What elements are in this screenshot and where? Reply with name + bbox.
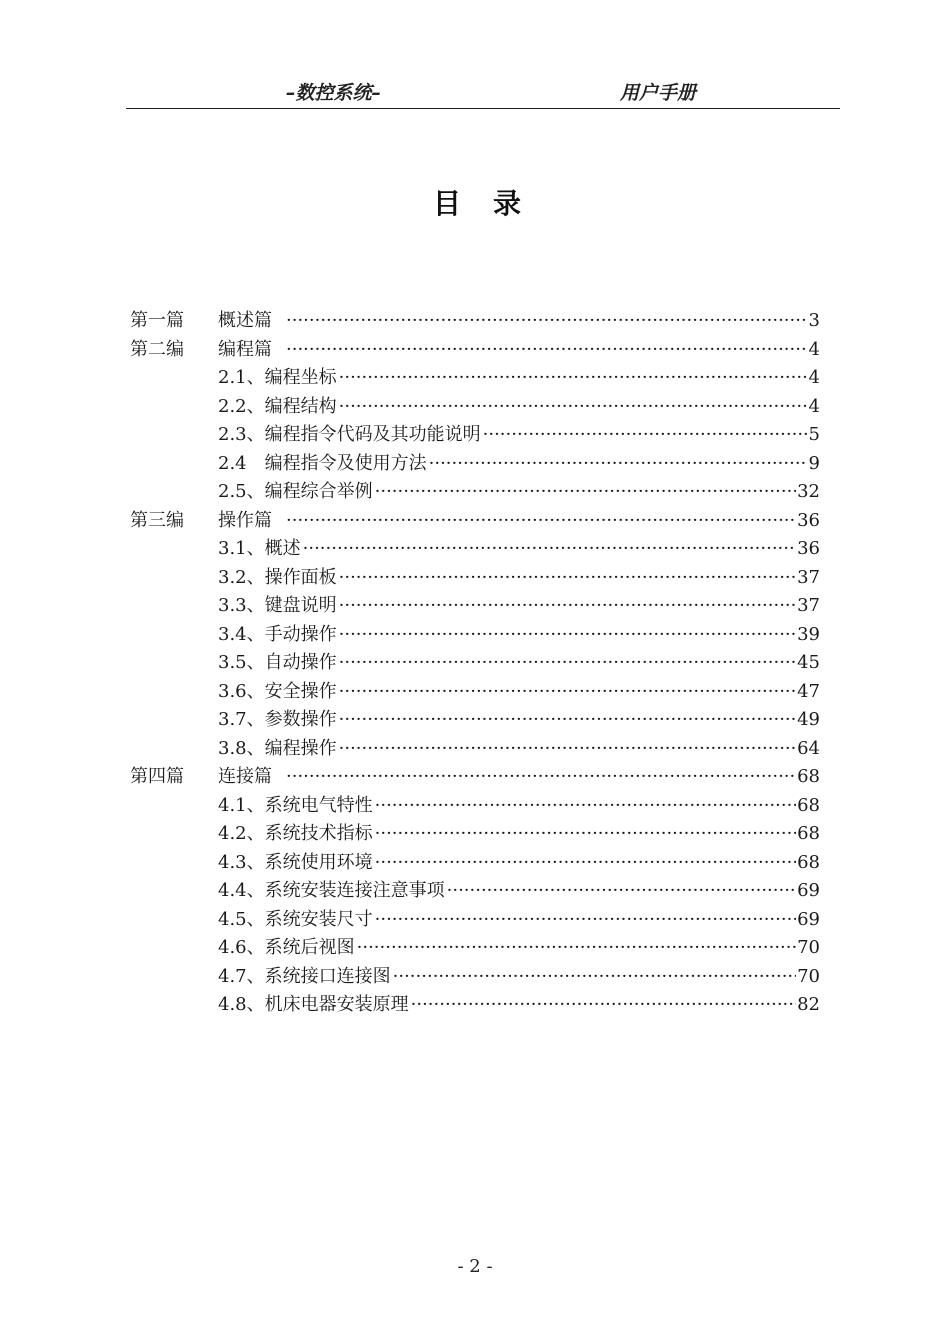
toc-dot-leader (375, 820, 796, 849)
toc-entry[interactable] (130, 763, 820, 792)
toc-dot-leader (339, 649, 796, 678)
toc-entry-body (218, 934, 820, 963)
toc-entry[interactable] (130, 564, 820, 593)
toc-entry-body (218, 592, 820, 621)
toc-dot-leader (375, 849, 796, 878)
toc-page-number: 37 (797, 566, 820, 588)
toc-entry-label: 3.7、参数操作 (218, 706, 339, 735)
toc-page-number: 69 (797, 880, 820, 901)
toc-entry-body (218, 792, 820, 821)
toc-entry-label: 3.1、概述 (218, 535, 303, 564)
toc-entry[interactable] (130, 535, 820, 564)
toc-page-number: 47 (797, 680, 820, 702)
toc-entry-body (218, 307, 820, 336)
toc-entry[interactable] (130, 735, 820, 764)
toc-entry-label: 4.8、机床电器安装原理 (218, 991, 411, 1020)
toc-part-label: 第二编 (130, 338, 184, 360)
toc-entry-body (218, 963, 820, 992)
toc-dot-leader (393, 963, 796, 992)
toc-entry[interactable] (130, 450, 820, 479)
toc-part-label: 第一篇 (130, 310, 184, 331)
toc-page-number: 68 (797, 794, 820, 816)
toc-entry[interactable] (130, 820, 820, 849)
toc-entry-body (218, 564, 820, 593)
toc-entry-body (218, 877, 820, 906)
toc-dot-leader (339, 364, 808, 393)
toc-dot-leader (286, 336, 808, 365)
toc-entry[interactable] (130, 421, 820, 450)
toc-entry-label: 3.2、操作面板 (218, 564, 339, 593)
header-manual-name: 用户手册 (620, 82, 697, 104)
toc-entry-label: 概述篇 (218, 307, 286, 336)
toc-entry-label: 2.5、编程综合举例 (218, 478, 375, 507)
toc-entry-label: 3.3、键盘说明 (218, 592, 339, 621)
toc-dot-leader (447, 877, 796, 906)
toc-entry-body (218, 991, 820, 1020)
toc-entry[interactable] (130, 649, 820, 678)
toc-page-number: 4 (808, 395, 820, 417)
toc-dot-leader (339, 735, 796, 764)
toc-entry[interactable] (130, 792, 820, 821)
toc-dot-leader (339, 706, 796, 735)
toc-dot-leader (375, 478, 796, 507)
toc-entry-body (218, 906, 820, 935)
toc-page-number: 69 (797, 908, 820, 930)
toc-entry-label: 4.3、系统使用环境 (218, 849, 375, 878)
toc-dot-leader (339, 393, 808, 422)
toc-entry[interactable] (130, 478, 820, 507)
toc-entry-label: 3.4、手动操作 (218, 621, 339, 650)
toc-entry-body (218, 450, 820, 479)
toc-entry[interactable] (130, 592, 820, 621)
toc-entry-body (218, 535, 820, 564)
toc-dot-leader (286, 507, 796, 536)
toc-entry-label: 操作篇 (218, 507, 286, 536)
toc-dot-leader (339, 592, 796, 621)
toc-page-number: 4 (808, 367, 820, 388)
toc-entry[interactable] (130, 393, 820, 422)
toc-page-number: 37 (797, 595, 820, 616)
toc-entry-body (218, 478, 820, 507)
toc-entry-body (218, 393, 820, 422)
toc-dot-leader (339, 621, 796, 650)
toc-page-number: 68 (797, 823, 820, 844)
toc-entry-body (218, 678, 820, 707)
toc-page-number: 70 (797, 965, 820, 987)
toc-entry-body (218, 507, 820, 536)
toc-entry-label: 连接篇 (218, 763, 286, 792)
toc-entry[interactable] (130, 678, 820, 707)
toc-entry-label: 3.5、自动操作 (218, 649, 339, 678)
toc-page-number: 82 (797, 994, 820, 1015)
toc-page-number: 36 (797, 509, 820, 531)
toc-entry-body (218, 849, 820, 878)
header-system-name: –数控系统– (286, 82, 382, 104)
toc-entry-label: 3.6、安全操作 (218, 678, 339, 707)
toc-entry-body (218, 820, 820, 849)
toc-dot-leader (375, 792, 796, 821)
toc-page-number: 32 (797, 481, 820, 502)
toc-entry[interactable] (130, 307, 820, 336)
toc-entry-body (218, 421, 820, 450)
toc-entry-label: 编程篇 (218, 336, 286, 365)
toc-entry-label: 4.4、系统安装连接注意事项 (218, 877, 447, 906)
page-number: - 2 - (457, 1256, 493, 1277)
toc-entry[interactable] (130, 906, 820, 935)
toc-dot-leader (483, 421, 808, 450)
toc-page-number: 3 (808, 310, 820, 331)
toc-entry[interactable] (130, 877, 820, 906)
toc-entry-label: 2.2、编程结构 (218, 393, 339, 422)
toc-dot-leader (339, 678, 796, 707)
toc-dot-leader (286, 307, 808, 336)
toc-entry-label: 2.1、编程坐标 (218, 364, 339, 393)
toc-entry[interactable] (130, 849, 820, 878)
toc-entry-body (218, 336, 820, 365)
toc-entry[interactable] (130, 963, 820, 992)
toc-page-number: 70 (797, 937, 820, 958)
toc-title: 目录 (432, 187, 553, 220)
toc-entry-body (218, 706, 820, 735)
toc-page-number: 9 (808, 452, 820, 474)
toc-entry-label: 4.7、系统接口连接图 (218, 963, 393, 992)
toc-entry[interactable] (130, 706, 820, 735)
toc-dot-leader (375, 906, 796, 935)
toc-entry-body (218, 621, 820, 650)
toc-page-number: 64 (797, 737, 820, 759)
toc-entry-body (218, 364, 820, 393)
toc-entry-label: 4.1、系统电气特性 (218, 792, 375, 821)
table-of-contents (130, 307, 820, 1020)
toc-dot-leader (339, 564, 796, 593)
toc-entry-body (218, 763, 820, 792)
toc-dot-leader (286, 763, 796, 792)
toc-entry-label: 2.3、编程指令代码及其功能说明 (218, 421, 483, 450)
toc-page-number: 49 (797, 709, 820, 730)
toc-entry-body (218, 735, 820, 764)
toc-dot-leader (429, 450, 808, 479)
toc-part-label: 第四篇 (130, 766, 184, 787)
toc-page-number: 4 (808, 338, 820, 360)
toc-page-number: 68 (797, 851, 820, 873)
toc-entry[interactable] (130, 507, 820, 536)
toc-dot-leader (303, 535, 796, 564)
toc-entry-label: 2.4 编程指令及使用方法 (218, 450, 429, 479)
page-header (126, 78, 840, 109)
toc-page-number: 68 (797, 766, 820, 787)
toc-entry[interactable] (130, 336, 820, 365)
toc-entry[interactable] (130, 364, 820, 393)
toc-dot-leader (411, 991, 796, 1020)
toc-entry-label: 4.2、系统技术指标 (218, 820, 375, 849)
toc-page-number: 36 (797, 538, 820, 559)
toc-entry[interactable] (130, 991, 820, 1020)
toc-entry[interactable] (130, 621, 820, 650)
toc-page-number: 5 (808, 424, 820, 445)
toc-entry-label: 4.5、系统安装尺寸 (218, 906, 375, 935)
toc-entry-label: 4.6、系统后视图 (218, 934, 357, 963)
toc-entry[interactable] (130, 934, 820, 963)
toc-part-label: 第三编 (130, 509, 184, 531)
toc-dot-leader (357, 934, 796, 963)
toc-page-number: 45 (797, 652, 820, 673)
toc-entry-label: 3.8、编程操作 (218, 735, 339, 764)
toc-page-number: 39 (797, 623, 820, 645)
toc-entry-body (218, 649, 820, 678)
